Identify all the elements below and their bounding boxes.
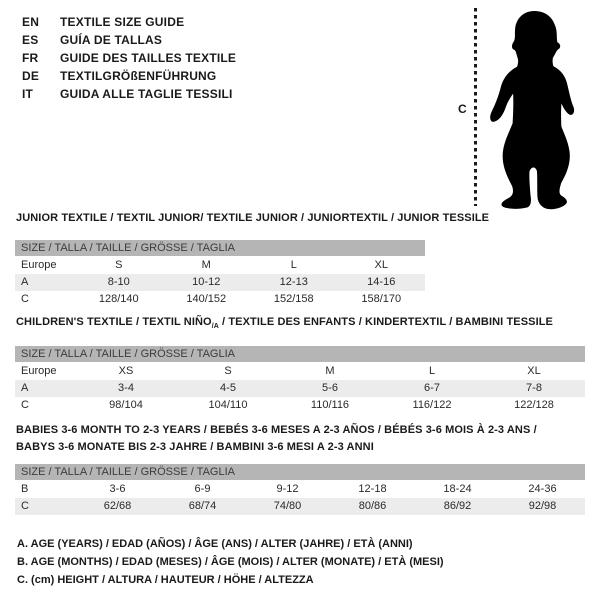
table-cell: 9-12 xyxy=(276,483,299,495)
table-cell: 14-16 xyxy=(367,276,396,288)
children-size-table xyxy=(15,346,585,414)
table-cell: 116/122 xyxy=(412,399,452,411)
guide-title-fr: GUIDE DES TAILLES TEXTILE xyxy=(60,51,237,65)
table-cell: 98/104 xyxy=(109,399,143,411)
guide-title-it: GUIDA ALLE TAGLIE TESSILI xyxy=(60,87,233,101)
table-cell: 3-6 xyxy=(109,483,126,495)
table-cell: 12-18 xyxy=(358,483,387,495)
table-cell: 3-4 xyxy=(118,382,134,394)
legend-age-years: A. AGE (YEARS) / EDAD (AÑOS) / ÂGE (ANS) / ALTER (JAHRE) / ETÀ (ANNI) xyxy=(17,538,413,550)
table-cell: 5-6 xyxy=(322,382,338,394)
baby-silhouette-icon xyxy=(485,6,585,210)
table-cell: 12-13 xyxy=(279,276,308,288)
legend-height-cm: C. (cm) HEIGHT / ALTURA / HAUTEUR / HÖHE / ALTEZZA xyxy=(17,574,314,586)
table-cell: 110/116 xyxy=(310,399,350,411)
guide-title-de: TEXTILGRÖßENFÜHRUNG xyxy=(60,69,217,83)
section-title-babies xyxy=(16,422,537,456)
table-cell: 6-9 xyxy=(194,483,211,495)
table-row xyxy=(15,380,585,397)
table-cell: 6-7 xyxy=(424,382,440,394)
language-row-es xyxy=(22,31,236,49)
language-code: FR xyxy=(22,51,39,65)
table-row xyxy=(15,274,425,291)
table-cell: M xyxy=(201,259,211,271)
table-cell: XS xyxy=(118,365,134,377)
table-cell: M xyxy=(325,365,335,377)
table-cell: XL xyxy=(527,365,541,377)
language-code: ES xyxy=(22,33,39,47)
measure-legend xyxy=(17,535,444,589)
table-row xyxy=(15,481,585,498)
table-cell: 158/170 xyxy=(361,293,402,305)
language-row-it xyxy=(22,85,236,103)
table-cell: 4-5 xyxy=(220,382,236,394)
language-title-list xyxy=(22,13,236,103)
baby-figure xyxy=(450,4,595,210)
height-dotted-line xyxy=(474,8,477,206)
table-cell: XL xyxy=(374,259,388,271)
table-cell: 7-8 xyxy=(526,382,542,394)
table-cell: 18-24 xyxy=(443,483,472,495)
table-cell: 128/140 xyxy=(98,293,139,305)
language-row-de xyxy=(22,67,236,85)
language-row-en xyxy=(22,13,236,31)
section-title-children xyxy=(16,316,553,330)
size-header-bar: SIZE / TALLA / TAILLE / GRÖSSE / TAGLIA xyxy=(15,464,585,480)
size-header-bar: SIZE / TALLA / TAILLE / GRÖSSE / TAGLIA xyxy=(15,346,585,362)
language-code: EN xyxy=(22,15,40,29)
table-cell: 62/68 xyxy=(103,500,132,512)
row-label: C xyxy=(21,500,29,512)
height-measure-label: C xyxy=(458,102,467,116)
table-cell: L xyxy=(290,259,297,271)
table-row xyxy=(15,291,425,308)
row-label: B xyxy=(21,483,29,495)
title-line-1: BABIES 3-6 MONTH TO 2-3 YEARS / BEBÉS 3-6 MESES A 2-3 AÑOS / BÉBÉS 3-6 MOIS À 2-3 ANS / xyxy=(16,424,537,436)
table-cell: 86/92 xyxy=(443,500,472,512)
table-cell: 92/98 xyxy=(528,500,557,512)
table-cell: L xyxy=(428,365,436,377)
title-line-2: BABYS 3-6 MONATE BIS 2-3 JAHRE / BAMBINI 3-6 MESI A 2-3 ANNI xyxy=(16,441,374,453)
guide-title-es: GUÍA DE TALLAS xyxy=(60,33,163,47)
row-label: C xyxy=(21,399,29,411)
row-label: Europe xyxy=(21,365,57,377)
table-cell: 122/128 xyxy=(514,399,554,411)
table-row xyxy=(15,498,585,515)
table-cell: 140/152 xyxy=(186,293,227,305)
babies-size-table xyxy=(15,464,585,515)
guide-title-en: TEXTILE SIZE GUIDE xyxy=(60,15,185,29)
title-part: / TEXTILE DES ENFANTS / KINDERTEXTIL / BAMBINI TESSILE xyxy=(218,316,553,328)
section-title-junior: JUNIOR TEXTILE / TEXTIL JUNIOR/ TEXTILE JUNIOR / JUNIORTEXTIL / JUNIOR TESSILE xyxy=(16,212,490,224)
row-label: A xyxy=(21,276,29,288)
row-label: Europe xyxy=(21,259,57,271)
row-label: C xyxy=(21,293,29,305)
title-part: CHILDREN'S TEXTILE / TEXTIL NIÑO xyxy=(16,316,212,328)
table-cell: S xyxy=(224,365,232,377)
table-row xyxy=(15,397,585,414)
legend-age-months: B. AGE (MONTHS) / EDAD (MESES) / ÂGE (MOIS) / ALTER (MONATE) / ETÀ (MESI) xyxy=(17,556,444,568)
table-cell: 74/80 xyxy=(273,500,302,512)
language-code: DE xyxy=(22,69,40,83)
table-cell: 10-12 xyxy=(192,276,221,288)
table-cell: 8-10 xyxy=(107,276,130,288)
table-row xyxy=(15,363,585,380)
junior-size-table xyxy=(15,240,425,308)
table-cell: S xyxy=(115,259,123,271)
language-row-fr xyxy=(22,49,236,67)
table-cell: 152/158 xyxy=(273,293,314,305)
language-code: IT xyxy=(22,87,34,101)
size-header-bar: SIZE / TALLA / TAILLE / GRÖSSE / TAGLIA xyxy=(15,240,425,256)
table-cell: 68/74 xyxy=(188,500,217,512)
table-cell: 24-36 xyxy=(528,483,557,495)
table-row xyxy=(15,257,425,274)
table-cell: 80/86 xyxy=(358,500,387,512)
row-label: A xyxy=(21,382,29,394)
title-subscript: /A xyxy=(211,323,219,331)
table-cell: 104/110 xyxy=(208,399,248,411)
